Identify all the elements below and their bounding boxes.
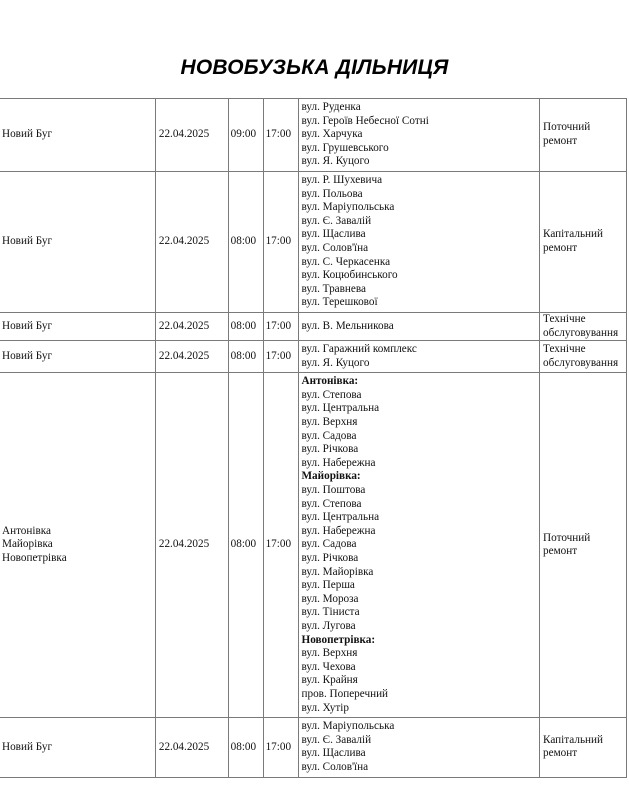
location-name: Антонівка [2, 524, 52, 537]
end-time-cell: 17:00 [263, 373, 298, 718]
streets-cell [298, 312, 540, 340]
work-type-cell [540, 341, 627, 373]
street-name: вул. Грушевського [301, 141, 389, 154]
work-type-text: ремонт [543, 134, 578, 147]
end-time-cell: 17:00 [263, 341, 298, 373]
street-name: вул. Садова [301, 538, 357, 551]
table-row [0, 718, 627, 777]
streets-cell [298, 373, 540, 718]
date-cell: 22.04.2025 [155, 373, 228, 718]
street-name: вул. Річкова [301, 552, 359, 564]
street-name: вул. Набережна [301, 524, 376, 537]
end-time-cell: 17:00 [263, 718, 298, 777]
street-name: вул. Травнева [301, 282, 366, 295]
date-cell: 22.04.2025 [155, 341, 228, 373]
street-name: вул. Польова [301, 187, 363, 200]
street-name: вул. Є. Завалій [301, 214, 372, 227]
street-name: вул. Р. Шухевича [301, 173, 383, 186]
street-name: вул. Мороза [301, 592, 359, 605]
location-name: Новий Буг [2, 235, 53, 248]
location-cell [0, 99, 155, 172]
work-type-cell [540, 312, 627, 340]
date-cell: 22.04.2025 [155, 171, 228, 312]
date-cell: 22.04.2025 [155, 312, 228, 340]
street-name: вул. Терешкової [301, 296, 378, 309]
location-name: Новий Буг [2, 740, 53, 753]
location-name: Майорівка [2, 538, 53, 551]
location-name: Новопетрівка [2, 552, 67, 564]
work-type-text: ремонт [543, 545, 578, 558]
start-time-cell: 08:00 [228, 718, 263, 777]
work-type-text: Поточний [543, 121, 591, 134]
location-cell [0, 718, 155, 777]
work-type-text: ремонт [543, 747, 578, 760]
location-cell [0, 312, 155, 340]
street-name: вул. Степова [301, 497, 362, 510]
street-name: вул. Центральна [301, 402, 380, 415]
work-type-text: ремонт [543, 241, 578, 254]
settlement-heading: Антонівка: [301, 375, 359, 388]
work-type-text: обслуговування [543, 356, 619, 369]
work-type-text: обслуговування [543, 326, 619, 339]
work-type-cell [540, 373, 627, 718]
street-name: вул. Центральна [301, 511, 380, 524]
street-name: вул. Маріупольська [301, 201, 395, 214]
street-name: вул. Гаражний комплекс [301, 343, 417, 356]
street-name: вул. Щаслива [301, 228, 366, 241]
settlement-heading: Майорівка: [301, 470, 361, 483]
schedule-body [0, 99, 627, 778]
street-name: вул. С. Черкасенка [301, 255, 391, 268]
work-type-text: Поточний [543, 531, 591, 544]
street-name: вул. В. Мельникова [301, 319, 394, 332]
start-time-cell: 08:00 [228, 312, 263, 340]
street-name: вул. Степова [301, 388, 362, 401]
street-name: вул. Солов'їна [301, 241, 369, 254]
streets-cell [298, 718, 540, 777]
work-type-cell [540, 171, 627, 312]
end-time-cell: 17:00 [263, 99, 298, 172]
street-name: вул. Я. Куцого [301, 356, 370, 369]
table-row [0, 341, 627, 373]
street-name: пров. Поперечний [301, 687, 389, 700]
date-cell: 22.04.2025 [155, 718, 228, 777]
street-name: вул. Я. Куцого [301, 155, 370, 168]
street-name: вул. Щаслива [301, 747, 366, 760]
street-name: вул. Харчука [301, 128, 363, 141]
street-name: вул. Тіниста [301, 606, 360, 619]
settlement-heading: Новопетрівка: [301, 633, 376, 646]
page-title: НОВОБУЗЬКА ДІЛЬНИЦЯ [180, 56, 449, 79]
table-row [0, 171, 627, 312]
street-name: вул. Героїв Небесної Сотні [301, 114, 429, 127]
table-row [0, 99, 627, 172]
street-name: вул. Майорівка [301, 565, 374, 578]
street-name: вул. Маріупольська [301, 720, 395, 733]
streets-cell [298, 171, 540, 312]
start-time-cell: 09:00 [228, 99, 263, 172]
street-name: вул. Поштова [301, 484, 366, 497]
street-name: вул. Солов'їна [301, 760, 369, 773]
location-name: Новий Буг [2, 319, 53, 332]
start-time-cell: 08:00 [228, 171, 263, 312]
end-time-cell: 17:00 [263, 312, 298, 340]
street-name: вул. Перша [301, 579, 355, 592]
street-name: вул. Верхня [301, 647, 358, 660]
street-name: вул. Коцюбинського [301, 269, 398, 282]
outage-schedule-table [0, 98, 627, 778]
work-type-text: Технічне [543, 312, 586, 325]
start-time-cell: 08:00 [228, 341, 263, 373]
end-time-cell: 17:00 [263, 171, 298, 312]
work-type-text: Капітальний [543, 733, 604, 746]
location-name: Новий Буг [2, 349, 53, 362]
street-name: вул. Річкова [301, 443, 359, 456]
location-name: Новий Буг [2, 128, 53, 141]
work-type-text: Технічне [543, 343, 586, 356]
street-name: вул. Садова [301, 429, 357, 442]
street-name: вул. Набережна [301, 456, 376, 469]
street-name: вул. Верхня [301, 416, 358, 429]
street-name: вул. Лугова [301, 619, 356, 632]
work-type-cell [540, 718, 627, 777]
location-cell [0, 373, 155, 718]
street-name: вул. Чехова [301, 660, 356, 673]
date-cell: 22.04.2025 [155, 99, 228, 172]
location-cell [0, 171, 155, 312]
street-name: вул. Є. Завалій [301, 733, 372, 746]
table-row [0, 312, 627, 340]
streets-cell [298, 341, 540, 373]
street-name: вул. Руденка [301, 101, 361, 113]
location-cell [0, 341, 155, 373]
street-name: вул. Хутір [301, 701, 349, 714]
work-type-text: Капітальний [543, 228, 604, 241]
work-type-cell [540, 99, 627, 172]
table-row [0, 373, 627, 718]
street-name: вул. Крайня [301, 674, 358, 687]
start-time-cell: 08:00 [228, 373, 263, 718]
streets-cell [298, 99, 540, 172]
